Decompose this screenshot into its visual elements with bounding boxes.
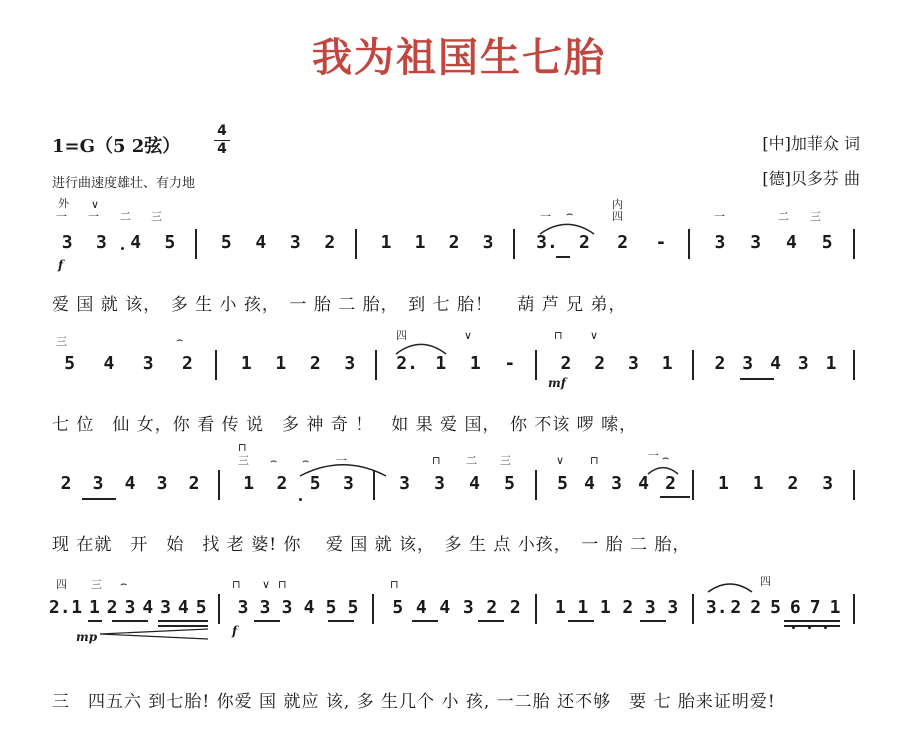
bar-line [853, 350, 855, 380]
note: 3 [462, 597, 474, 618]
note: 4 [130, 232, 142, 253]
note: 3. [705, 597, 728, 618]
slur-arc [300, 462, 386, 476]
note: 2 [181, 353, 193, 374]
note: 2 [622, 597, 634, 618]
accent-mark: ⌢ [302, 454, 310, 467]
note: 2 [665, 473, 676, 494]
dynamic-mark: f [58, 258, 64, 272]
note: 3 [237, 597, 249, 618]
string-mark: 四 [396, 329, 407, 342]
note: 3 [714, 232, 726, 253]
beam-line [784, 620, 840, 622]
lyricist-credit: [中]加菲众 词 [762, 134, 860, 153]
tempo-marking: 进行曲速度雄壮、有力地 [52, 176, 196, 191]
slur-arc [396, 342, 446, 354]
note: 2 [617, 232, 629, 253]
page-title: 我为祖国生七胎 [312, 35, 606, 81]
note: 2 [309, 353, 321, 374]
beam-line [328, 620, 354, 622]
note: 4 [785, 232, 797, 253]
beam-line [556, 256, 570, 258]
note: 1 [469, 353, 481, 374]
note: 2 [486, 597, 498, 618]
note: 2 [60, 473, 72, 494]
note: 3 [281, 597, 293, 618]
note: 1 [275, 353, 287, 374]
note: 2 [448, 232, 460, 253]
lyrics-line: 爱 国 就 该， 多 生 小 孩， 一 胎 二 胎， 到 七 胎！ 葫 芦 兄 弟， [52, 295, 627, 315]
note: 3 [627, 353, 639, 374]
note: 1 [829, 597, 841, 618]
note: 3 [750, 232, 762, 253]
beam-line [254, 620, 280, 622]
note: 4 [255, 232, 267, 253]
note: 1 [414, 232, 426, 253]
string-mark: 二 [120, 210, 131, 223]
beam-line [158, 625, 208, 627]
bar-line [355, 229, 357, 259]
accent-mark: ⌢ [270, 454, 278, 467]
bar-line [218, 594, 220, 624]
octave-dot [121, 247, 124, 250]
note: 1 [243, 473, 255, 494]
note: 2 [276, 473, 288, 494]
octave-dot [792, 626, 795, 629]
note: 1 [554, 597, 566, 618]
note: 3 [142, 353, 154, 374]
finger-mark: 一 [714, 210, 725, 223]
beam-line [158, 620, 208, 622]
down-bow-mark: ⊓ [238, 441, 247, 454]
note: 3 [742, 353, 754, 374]
bar-line [215, 350, 217, 380]
note: 5 [347, 597, 359, 618]
bowing-mark: 外 [58, 197, 69, 210]
note: 1 [661, 353, 673, 374]
bar-line [853, 470, 855, 500]
up-bow-mark: ∨ [556, 454, 565, 467]
note: 5 [195, 597, 207, 618]
bar-line [853, 594, 855, 624]
lyrics-line: 三 四五六 到七胎! 你爱 国 就应 该, 多 生几个 小 孩, 一二胎 还不够 要 七 胎来证明爱! [52, 692, 776, 712]
beam-line [478, 620, 504, 622]
string-mark: 四 [612, 210, 623, 223]
note: 1 [240, 353, 252, 374]
note: 5 [392, 597, 404, 618]
bar-line [853, 229, 855, 259]
beam-line [740, 378, 774, 380]
up-bow-mark: ∨ [464, 329, 473, 342]
finger-mark: 一 [540, 210, 551, 223]
dynamic-mark: mf [548, 376, 566, 390]
note: 6 [789, 597, 801, 618]
note: 4 [103, 353, 115, 374]
bar-line [218, 470, 220, 500]
bar-line [692, 594, 694, 624]
note: 5 [309, 473, 321, 494]
slur-arc [648, 466, 678, 474]
octave-dot [808, 626, 811, 629]
note: 2. [48, 597, 71, 618]
note: 3 [797, 353, 809, 374]
crescendo-hairpin [100, 628, 210, 640]
note: 3 [482, 232, 494, 253]
note: 3 [344, 353, 356, 374]
note: 1 [71, 597, 83, 618]
note: 2 [509, 597, 521, 618]
note: 3 [342, 473, 354, 494]
note: 5 [504, 473, 515, 494]
down-bow-mark: ⊓ [554, 329, 563, 342]
string-mark: 二 [778, 210, 789, 223]
beam-line [660, 496, 690, 498]
dynamic-mark: f [232, 624, 238, 638]
bar-line [372, 594, 374, 624]
note: 4 [469, 473, 480, 494]
note: 3. [536, 232, 558, 253]
accent-mark: ⌢ [120, 577, 128, 590]
note: 2 [730, 597, 742, 618]
note: 4 [439, 597, 451, 618]
note: 5 [64, 353, 76, 374]
finger-mark: 一 [56, 210, 67, 223]
note: 3 [822, 473, 834, 494]
beam-line [82, 498, 116, 500]
note: 2. [396, 353, 418, 374]
string-mark: 三 [238, 454, 249, 467]
note: 4 [124, 473, 136, 494]
time-signature-top: 4 [217, 123, 227, 139]
up-bow-mark: ∨ [91, 198, 100, 211]
note: 3 [92, 473, 104, 494]
string-mark: 二 [466, 454, 477, 467]
note: 1 [577, 597, 589, 618]
beam-line [640, 620, 666, 622]
accent-mark: ⌢ [662, 451, 670, 464]
string-mark: 三 [151, 210, 162, 223]
note: 5 [770, 597, 781, 618]
note: 5 [164, 232, 176, 253]
note: 1 [825, 353, 837, 374]
note: 2 [787, 473, 799, 494]
beam-line [412, 620, 438, 622]
string-mark: 三 [500, 454, 511, 467]
accent-mark: ⌢ [566, 207, 574, 220]
note: 2 [594, 353, 606, 374]
finger-mark: 一 [336, 454, 347, 467]
down-bow-mark: ⊓ [232, 578, 241, 591]
bar-line [535, 470, 537, 500]
note: 2 [560, 353, 572, 374]
note: 1 [89, 597, 100, 618]
octave-dot [299, 498, 302, 501]
note: 5 [325, 597, 337, 618]
bar-line [195, 229, 197, 259]
note: 2 [750, 597, 762, 618]
note: 2 [578, 232, 590, 253]
slur-arc [708, 582, 752, 592]
octave-dot [824, 626, 827, 629]
note: 3 [95, 232, 107, 253]
bar-line [535, 594, 537, 624]
slur-arc [540, 222, 594, 234]
up-bow-mark: ∨ [590, 329, 599, 342]
bar-line [535, 350, 537, 380]
bar-line [688, 229, 690, 259]
note: 5 [220, 232, 232, 253]
note: 5 [821, 232, 833, 253]
note: 3 [611, 473, 622, 494]
bar-line [375, 350, 377, 380]
note: 5 [557, 473, 568, 494]
note: 3 [644, 597, 656, 618]
note: 4 [638, 473, 649, 494]
note: 1 [380, 232, 392, 253]
note: 3 [667, 597, 679, 618]
string-mark: 三 [56, 335, 67, 348]
note: 7 [809, 597, 821, 618]
note: 3 [124, 597, 136, 618]
note: 3 [160, 597, 171, 618]
down-bow-mark: ⊓ [390, 578, 399, 591]
lyrics-line: 七 位 仙 女，你 看 传 说 多 神 奇 ！ 如 果 爱 国， 你 不该 啰 嗦， [52, 415, 638, 435]
note: 2 [714, 353, 726, 374]
beam-line [568, 620, 594, 622]
note: 1 [435, 353, 447, 374]
note: 3 [434, 473, 445, 494]
note: 4 [770, 353, 781, 374]
note: 1 [752, 473, 764, 494]
bar-line [692, 350, 694, 380]
string-mark: 四 [56, 578, 67, 591]
note: 3 [156, 473, 168, 494]
time-signature [214, 124, 230, 157]
note: 4 [584, 473, 595, 494]
composer-credit: [德]贝多芬 曲 [762, 169, 860, 188]
beam-line [112, 620, 148, 622]
key-signature: 1=G（5 2弦） [52, 136, 181, 157]
note: 4 [142, 597, 154, 618]
lyrics-line: 现 在就 开 始 找 老 婆! 你 爱 国 就 该， 多 生 点 小孩， 一 胎 二 胎， [52, 535, 691, 555]
finger-mark: 一 [88, 210, 99, 223]
note: 4 [177, 597, 189, 618]
string-mark: 三 [91, 578, 102, 591]
note: 2 [188, 473, 200, 494]
note: 3 [399, 473, 410, 494]
note: 1 [717, 473, 729, 494]
dynamic-mark: mp [76, 630, 98, 644]
note: 4 [415, 597, 427, 618]
note: 3 [289, 232, 301, 253]
up-bow-mark: ∨ [262, 578, 271, 591]
note: - [504, 353, 516, 374]
bar-line [513, 229, 515, 259]
note: 2 [324, 232, 336, 253]
bar-line [692, 470, 694, 500]
finger-mark: 一 [648, 449, 659, 462]
note: - [655, 232, 667, 253]
down-bow-mark: ⊓ [278, 578, 287, 591]
beam-line [88, 620, 102, 622]
time-signature-bottom: 4 [217, 141, 227, 157]
bowing-mark: 内 [612, 198, 623, 211]
string-mark: 四 [760, 575, 771, 588]
string-mark: 三 [810, 210, 821, 223]
down-bow-mark: ⊓ [432, 454, 441, 467]
note: 2 [106, 597, 118, 618]
accent-mark: ⌢ [176, 333, 184, 346]
note: 4 [303, 597, 315, 618]
note: 3 [259, 597, 271, 618]
note: 1 [599, 597, 611, 618]
down-bow-mark: ⊓ [590, 454, 599, 467]
note: 3 [61, 232, 73, 253]
